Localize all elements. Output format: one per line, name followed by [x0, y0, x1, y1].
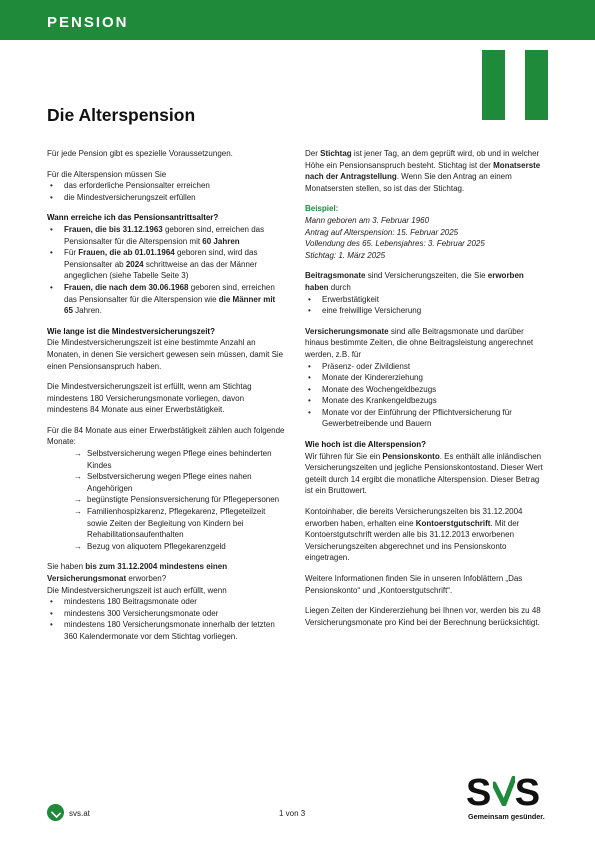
paragraph: Kontoinhaber, die bereits Versicherungszeiten bis 31.12.2004 erworben haben, erhalten eine Kontoerstgutschrift. Mit der Kontoerstgutschrift werden alle bis 31.12.2013 erworbenen Versicherungszeiten abgerechnet und ins Pensionskonto eingetragen. — [305, 507, 523, 563]
arrow-list — [74, 448, 285, 552]
paragraph: Die Mindestversicherungszeit ist erfüllt, wenn am Stichtag mindestens 180 Versicherungsmonate vorliegen, davon mindestens 84 Monate aus einer Erwerbstätigkeit. — [47, 382, 252, 415]
question-heading: Wie lange ist die Mindestversicherungszeit? — [47, 326, 215, 336]
list-item: → Selbstversicherung wegen Pflege eines behinderten Kindes — [74, 448, 285, 471]
page-number: 1 von 3 — [279, 809, 306, 818]
page-title: Die Alterspension — [47, 105, 196, 125]
list-item: • Monate der Kindererziehung — [305, 372, 543, 384]
decorative-bar — [482, 50, 505, 120]
list-item: → begünstigte Pensionsversicherung für Pflegepersonen — [74, 494, 285, 506]
paragraph: Für die 84 Monate aus einer Erwerbstätigkeit zählen auch folgende Monate: — [47, 425, 285, 447]
list-item: • die Mindestversicherungszeit erfüllen — [47, 192, 285, 204]
example-line: Stichtag: 1. März 2025 — [305, 250, 386, 260]
footer-link[interactable]: svs.at — [69, 809, 90, 818]
paragraph: Sie haben bis zum 31.12.2004 mindestens einen Versicherungsmonat erworben? — [47, 562, 228, 583]
decorative-bars — [482, 50, 548, 120]
min-list — [47, 596, 285, 642]
vers-list — [305, 361, 543, 431]
list-item: • mindestens 300 Versicherungsmonate oder — [47, 608, 285, 620]
list-item: • Für Frauen, die ab 01.01.1964 geboren sind, wird das Pensionsalter ab 2024 schrittweise an das der Männer angeglichen (siehe Tabelle Seite 3) — [47, 247, 285, 282]
paragraph: Die Mindestversicherungszeit ist eine bestimmte Anzahl an Monaten, in denen Sie versichert gewesen sein müssen, damit Sie einen Pensionsanspruch haben. — [47, 338, 284, 371]
list-item: • mindestens 180 Beitragsmonate oder — [47, 596, 285, 608]
list-item: • Präsenz- oder Zivildienst — [305, 361, 543, 373]
decorative-bar — [525, 50, 548, 120]
example-line: Antrag auf Alterspension: 15. Februar 2025 — [305, 227, 459, 237]
list-item: • Erwerbstätigkeit — [305, 294, 543, 306]
header-bar — [0, 0, 595, 40]
intro-list — [47, 180, 285, 203]
list-item: • Monate des Wochengeldbezugs — [305, 384, 543, 396]
question-heading: Wann erreiche ich das Pensionsantrittsalter? — [47, 213, 219, 223]
paragraph: Die Mindestversicherungszeit ist auch erfüllt, wenn — [47, 585, 227, 595]
intro-lead: Für die Alterspension müssen Sie — [47, 169, 167, 179]
left-column — [47, 148, 285, 652]
example-line: Mann geboren am 3. Februar 1960 — [305, 215, 430, 225]
list-item: • eine freiwillige Versicherung — [305, 305, 543, 317]
svs-v-check-icon — [493, 776, 515, 806]
svs-wordmark: S S — [466, 772, 540, 814]
paragraph: Wir führen für Sie ein Pensionskonto. Es enthält alle inländischen Versicherungszeiten und jegliche Pensionskontostand. Dieser Wert geteilt durch 14 ergibt die monatliche Alterspension. Dieser Betrag ist ein Bruttowert. — [305, 451, 543, 496]
svs-logo — [466, 772, 548, 822]
list-item: • mindestens 180 Versicherungsmonate innerhalb der letzten 360 Kalendermonate vor dem Stichtag vorliegen. — [47, 619, 285, 642]
paragraph: Der Stichtag ist jener Tag, an dem geprüft wird, ob und in welcher Höhe ein Pensionsanspruch besteht. Stichtag ist der Monatserste nach der Antragstellung. Wenn Sie den Antrag an einem Monatsersten stellen, so ist das der Stichtag. — [305, 149, 541, 193]
section-title: PENSION — [47, 14, 129, 31]
intro-text: Für jede Pension gibt es spezielle Voraussetzungen. — [47, 149, 233, 158]
example-line: Vollendung des 65. Lebensjahres: 3. Februar 2025 — [305, 239, 485, 249]
svs-check-icon — [47, 804, 64, 821]
paragraph: Liegen Zeiten der Kindererziehung bei Ihnen vor, werden bis zu 48 Versicherungsmonate pro Kind bei der Berechnung berücksichtigt. — [305, 606, 541, 627]
paragraph: Beitragsmonate sind Versicherungszeiten, die Sie erworben haben durch — [305, 271, 524, 292]
list-item: • Monate des Krankengeldbezugs — [305, 395, 543, 407]
right-column — [305, 148, 543, 637]
paragraph: Weitere Informationen finden Sie in unseren Infoblättern „Das Pensionskonto“ und „Kontoerstgutschrift“. — [305, 574, 523, 595]
list-item: → Familienhospizkarenz, Pflegekarenz, Pflegeteilzeit sowie Zeiten der Begleitung von Kindern bei Rehabilitationsaufenthalten — [74, 506, 285, 541]
beitrag-list — [305, 294, 543, 317]
question-heading: Wie hoch ist die Alterspension? — [305, 440, 426, 450]
list-item: → Bezug von aliquotem Pflegekarenzgeld — [74, 541, 285, 553]
paragraph: Versicherungsmonate sind alle Beitragsmonate und darüber hinaus bestimmte Zeiten, die ohne Beitragsleistung angerechnet werden, z.B. für — [305, 326, 534, 359]
age-list — [47, 224, 285, 317]
brand-tagline: Gemeinsam gesünder. — [468, 812, 545, 821]
example-heading: Beispiel: — [305, 204, 339, 214]
list-item: • Frauen, die bis 31.12.1963 geboren sind, erreichen das Pensionsalter für die Alterspension mit 60 Jahren — [47, 224, 285, 247]
list-item: • das erforderliche Pensionsalter erreichen — [47, 180, 285, 192]
list-item: • Monate vor der Einführung der Pflichtversicherung für Gewerbetreibende und Bauern — [305, 407, 543, 430]
list-item: → Selbstversicherung wegen Pflege eines nahen Angehörigen — [74, 471, 285, 494]
list-item: • Frauen, die nach dem 30.06.1968 geboren sind, erreichen das Pensionsalter für die Alterspension wie die Männer mit 65 Jahren. — [47, 282, 285, 317]
